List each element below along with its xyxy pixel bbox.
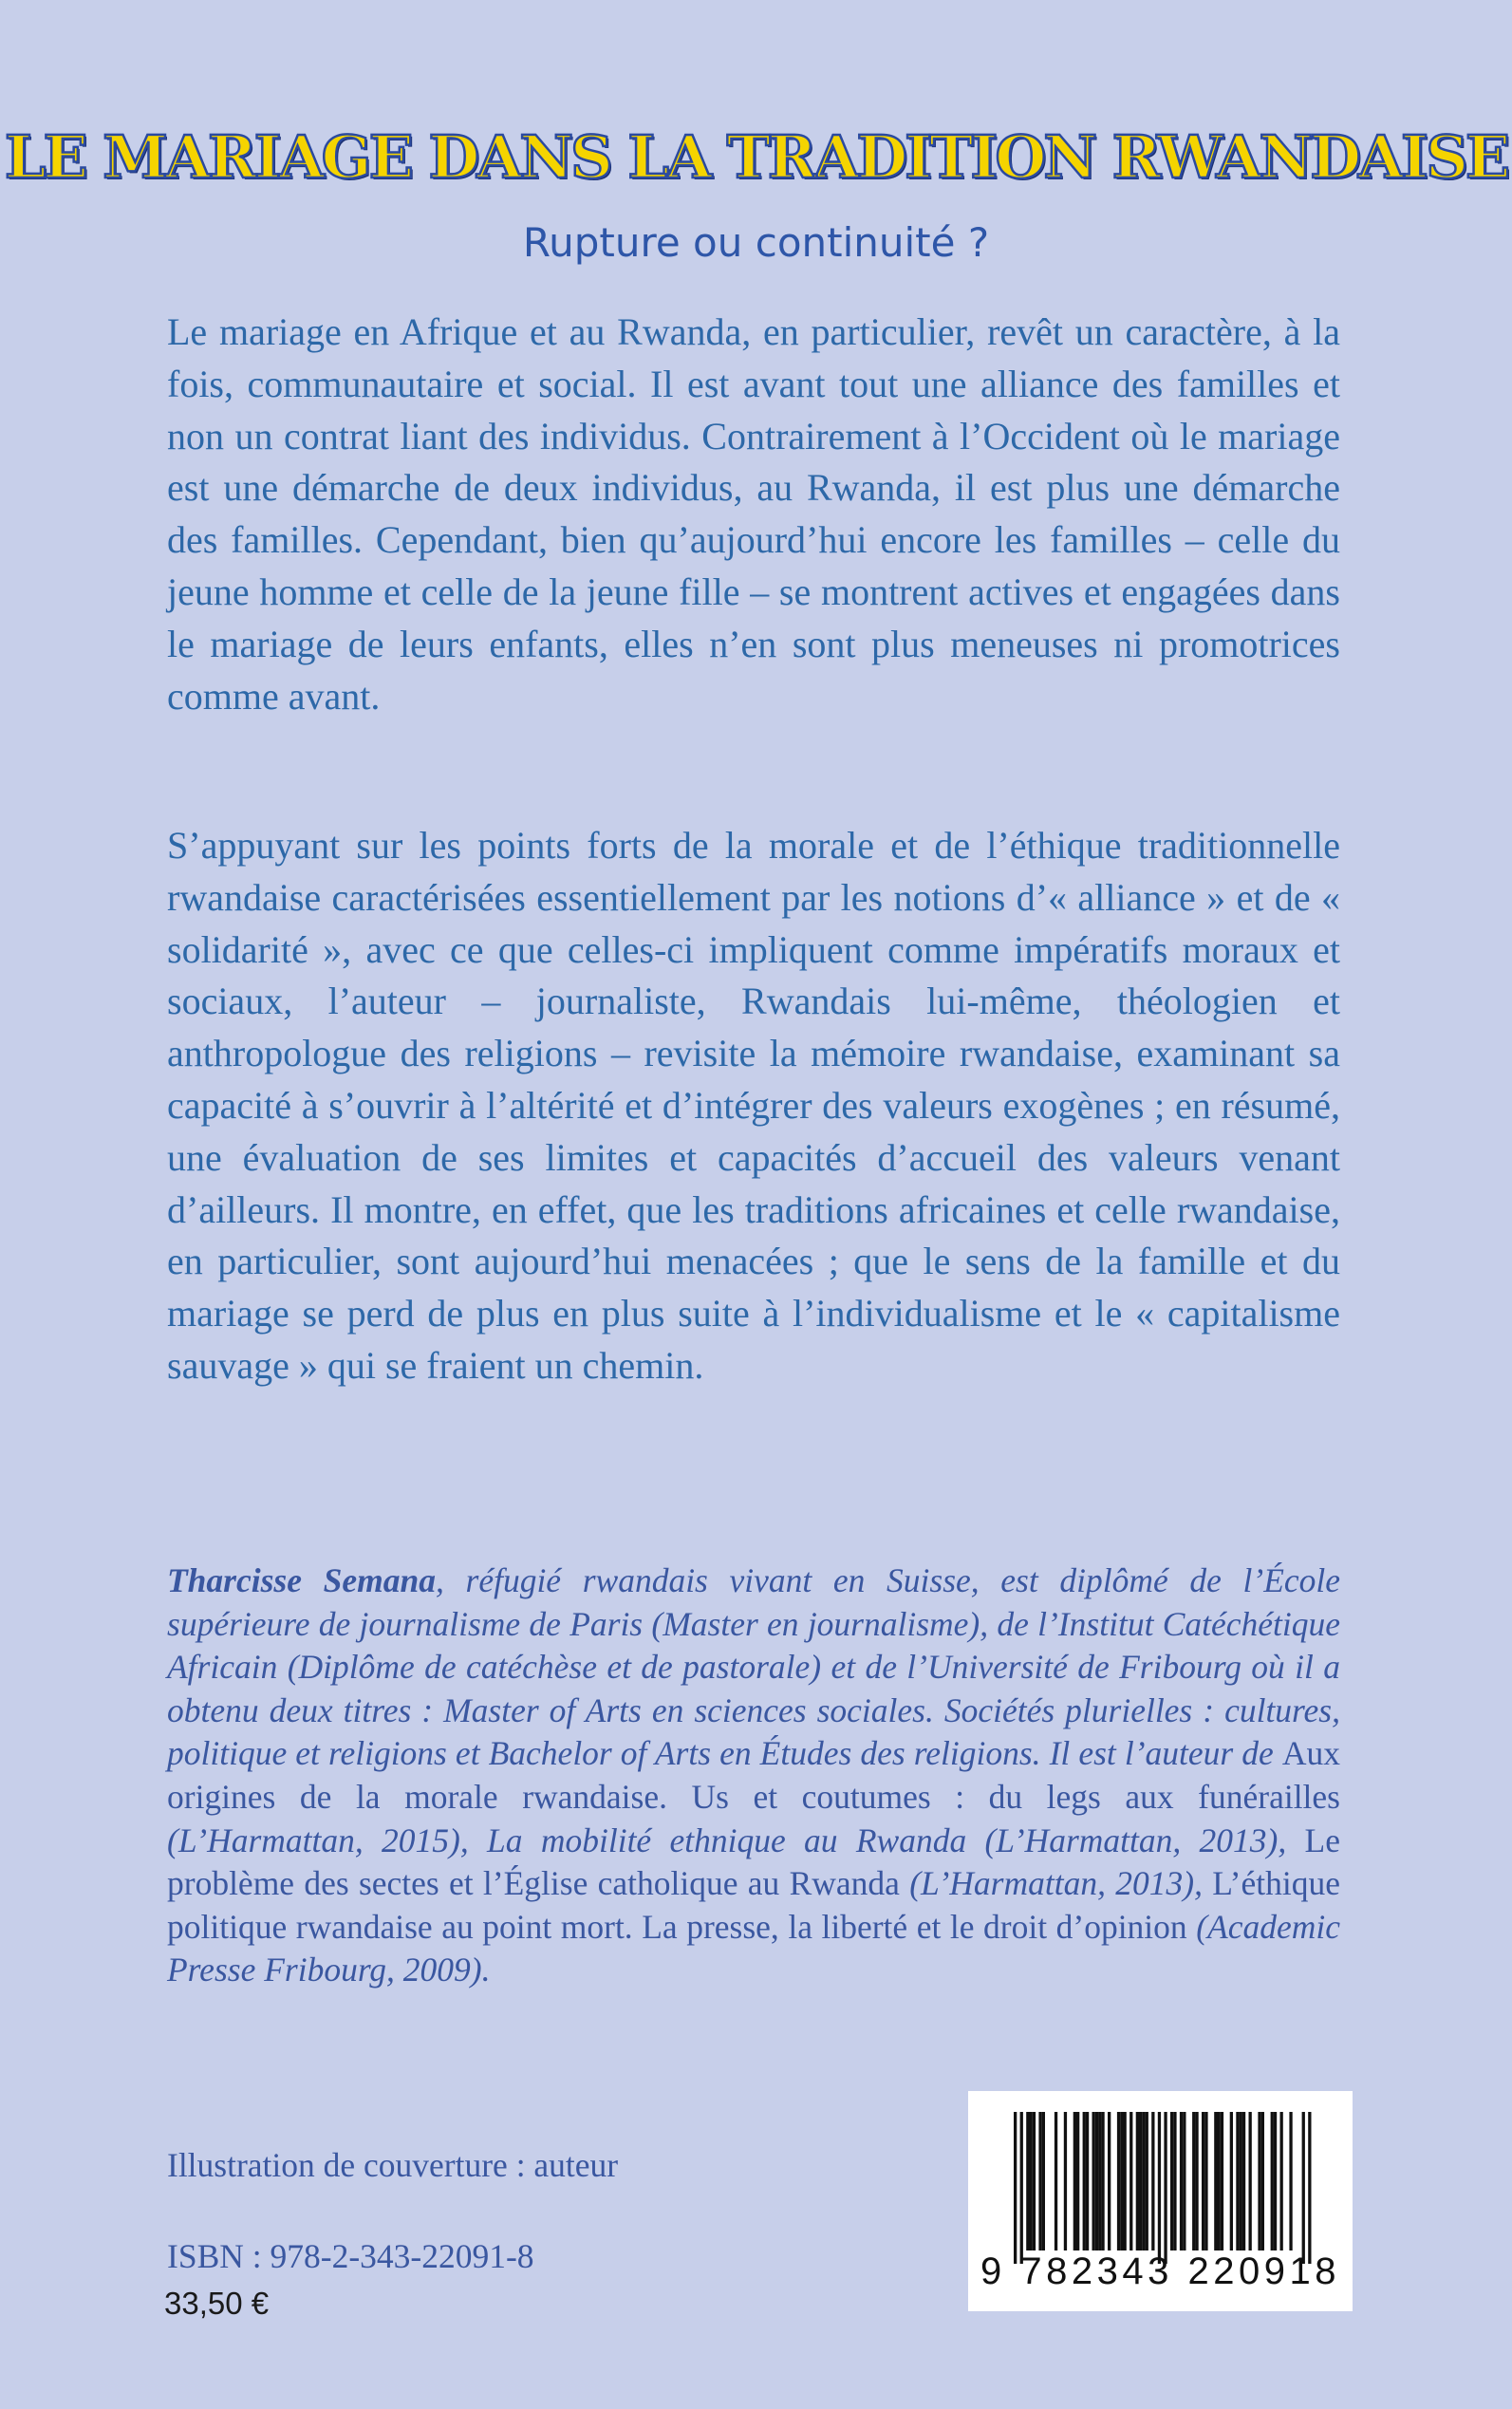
barcode-bar [1183,2112,1185,2250]
barcode-bar [1308,2112,1311,2264]
barcode-bar [1117,2112,1120,2250]
barcode-bar [1092,2112,1095,2250]
summary-paragraph-2: S’appuyant sur les points forts de la morale et de l’éthique traditionnelle rwandaise caractérisées essentiellement par les notions d’« alliance » et de « solidarité », avec ce que celles-ci impliquent comme impératifs moraux et sociaux, l’auteur – journaliste, Rwandais lui-même, théologien et anthropologue des religions – revisite la mémoire rwandaise, examinant sa capacité à s’ouvrir à l’altérité et d’intégrer des valeurs exogènes ; en résumé, une évaluation de ses limites et capacités d’accueil des valeurs venant d’ailleurs. Il montre, en effet, que les traditions africaines et celle rwandaise, en particulier, sont aujourd’hui menacées ; que le sens de la famille et du mariage se perd de plus en plus suite à l’individualisme et le « capitalisme sauvage » qui se fraient un chemin. [167,824,1340,1387]
barcode-bar [1139,2112,1142,2250]
barcode-bar [1076,2112,1079,2250]
barcode-bar [1202,2112,1204,2250]
book-title-ref: L’éthique politique rwandaise au point mort. La presse, la liberté et le droit d’opinion [167,1864,1340,1946]
barcode-bar [1136,2112,1139,2250]
barcode-bar [1020,2112,1023,2264]
book-title: LE MARIAGE DANS LA TRADITION RWANDAISE [4,122,1508,192]
barcode-bar [1280,2112,1283,2250]
barcode-bar [1240,2112,1242,2250]
barcode-bar [1042,2112,1045,2250]
barcode-bar [1258,2112,1260,2250]
barcode-bar [1158,2112,1161,2264]
barcode-bar [1098,2112,1101,2250]
barcode-bar [1064,2112,1067,2250]
barcode-bar [1261,2112,1264,2250]
book-subtitle: Rupture ou continuité ? [522,219,990,266]
author-name: Tharcisse Semana [167,1561,436,1599]
bio-text: , réfugié rwandais vivant en Suisse, est diplômé de l’École supérieure de journalisme de Paris (Master en journalisme), de l’Institut Catéchétique Africain (Diplôme de catéchèse et de pastorale) et de l’Université de Fribourg où il a obtenu deux titres : Master of Arts en sciences sociales. Sociétés plurielles : cultures, politique et religions et Bachelor of Arts en Études des religions. Il est l’auteur de [167,1561,1341,1773]
bio-text: (Academic Presse Fribourg, 2009). [167,1907,1340,1989]
barcode-bar [1101,2112,1104,2250]
barcode-bar [1274,2112,1277,2250]
barcode-bar [1083,2112,1086,2250]
barcode-bar [1249,2112,1252,2250]
bio-text: (L’Harmattan, 2015), La mobilité ethnique au Rwanda (L’Harmattan, 2013), [167,1821,1305,1859]
barcode-bar [1146,2112,1148,2250]
price-label: 33,50 € [164,2286,270,2321]
barcode-bar [1302,2112,1305,2264]
barcode-bar [1192,2112,1195,2250]
barcode-bar [1073,2112,1076,2250]
illustration-credit: Illustration de couverture : auteur [167,2146,619,2184]
author-biography [167,1559,1340,1992]
barcode [968,2091,1353,2311]
barcode-bar [1242,2112,1245,2250]
barcode-bar [1173,2112,1176,2250]
barcode-bar [1164,2112,1167,2264]
barcode-bar [1214,2112,1217,2250]
barcode-bar [1142,2112,1145,2250]
barcode-bar [1236,2112,1239,2250]
barcode-bar [1120,2112,1123,2250]
barcode-bar [1151,2112,1154,2250]
barcode-bar [1108,2112,1111,2250]
barcode-bar [1230,2112,1233,2250]
barcode-bar [1180,2112,1183,2250]
barcode-bar [1055,2112,1057,2250]
barcode-bar [1289,2112,1292,2250]
book-title-ref: Aux origines de la morale rwandaise. Us et coutumes : du legs aux funérailles [167,1734,1340,1816]
barcode-bar [1086,2112,1089,2250]
barcode-bar [1038,2112,1041,2250]
barcode-bar [1218,2112,1221,2250]
book-title-ref: Le problème des sectes et l’Église catholique au Rwanda [167,1821,1340,1903]
barcode-bar [1026,2112,1029,2250]
barcode-digits: 9 782343 220918 [980,2250,1340,2292]
barcode-bar [1221,2112,1223,2250]
barcode-bar [1030,2112,1033,2250]
barcode-bar [1170,2112,1173,2250]
barcode-bar [1204,2112,1207,2250]
barcode-bar [1033,2112,1036,2250]
bio-text: (L’Harmattan, 2013), [899,1864,1213,1903]
barcode-bar [1124,2112,1127,2250]
barcode-bar [1014,2112,1017,2264]
isbn-label: ISBN : 978-2-343-22091-8 [167,2237,534,2275]
barcode-bar [1195,2112,1198,2250]
barcode-bar [1271,2112,1274,2250]
barcode-bar [1129,2112,1132,2250]
summary-paragraph-1: Le mariage en Afrique et au Rwanda, en particulier, revêt un caractère, à la fois, communautaire et social. Il est avant tout une alliance des familles et non un contrat liant des individus. Contrairement à l’Occident où le mariage est une démarche de deux individus, au Rwanda, il est plus une démarche des familles. Cependant, bien qu’aujourd’hui encore les familles – celle du jeune homme et celle de la jeune fille – se montrent actives et engagées dans le mariage de leurs enfants, elles n’en sont plus meneuses ni promotrices comme avant. [167,310,1340,718]
barcode-bar [1095,2112,1098,2250]
